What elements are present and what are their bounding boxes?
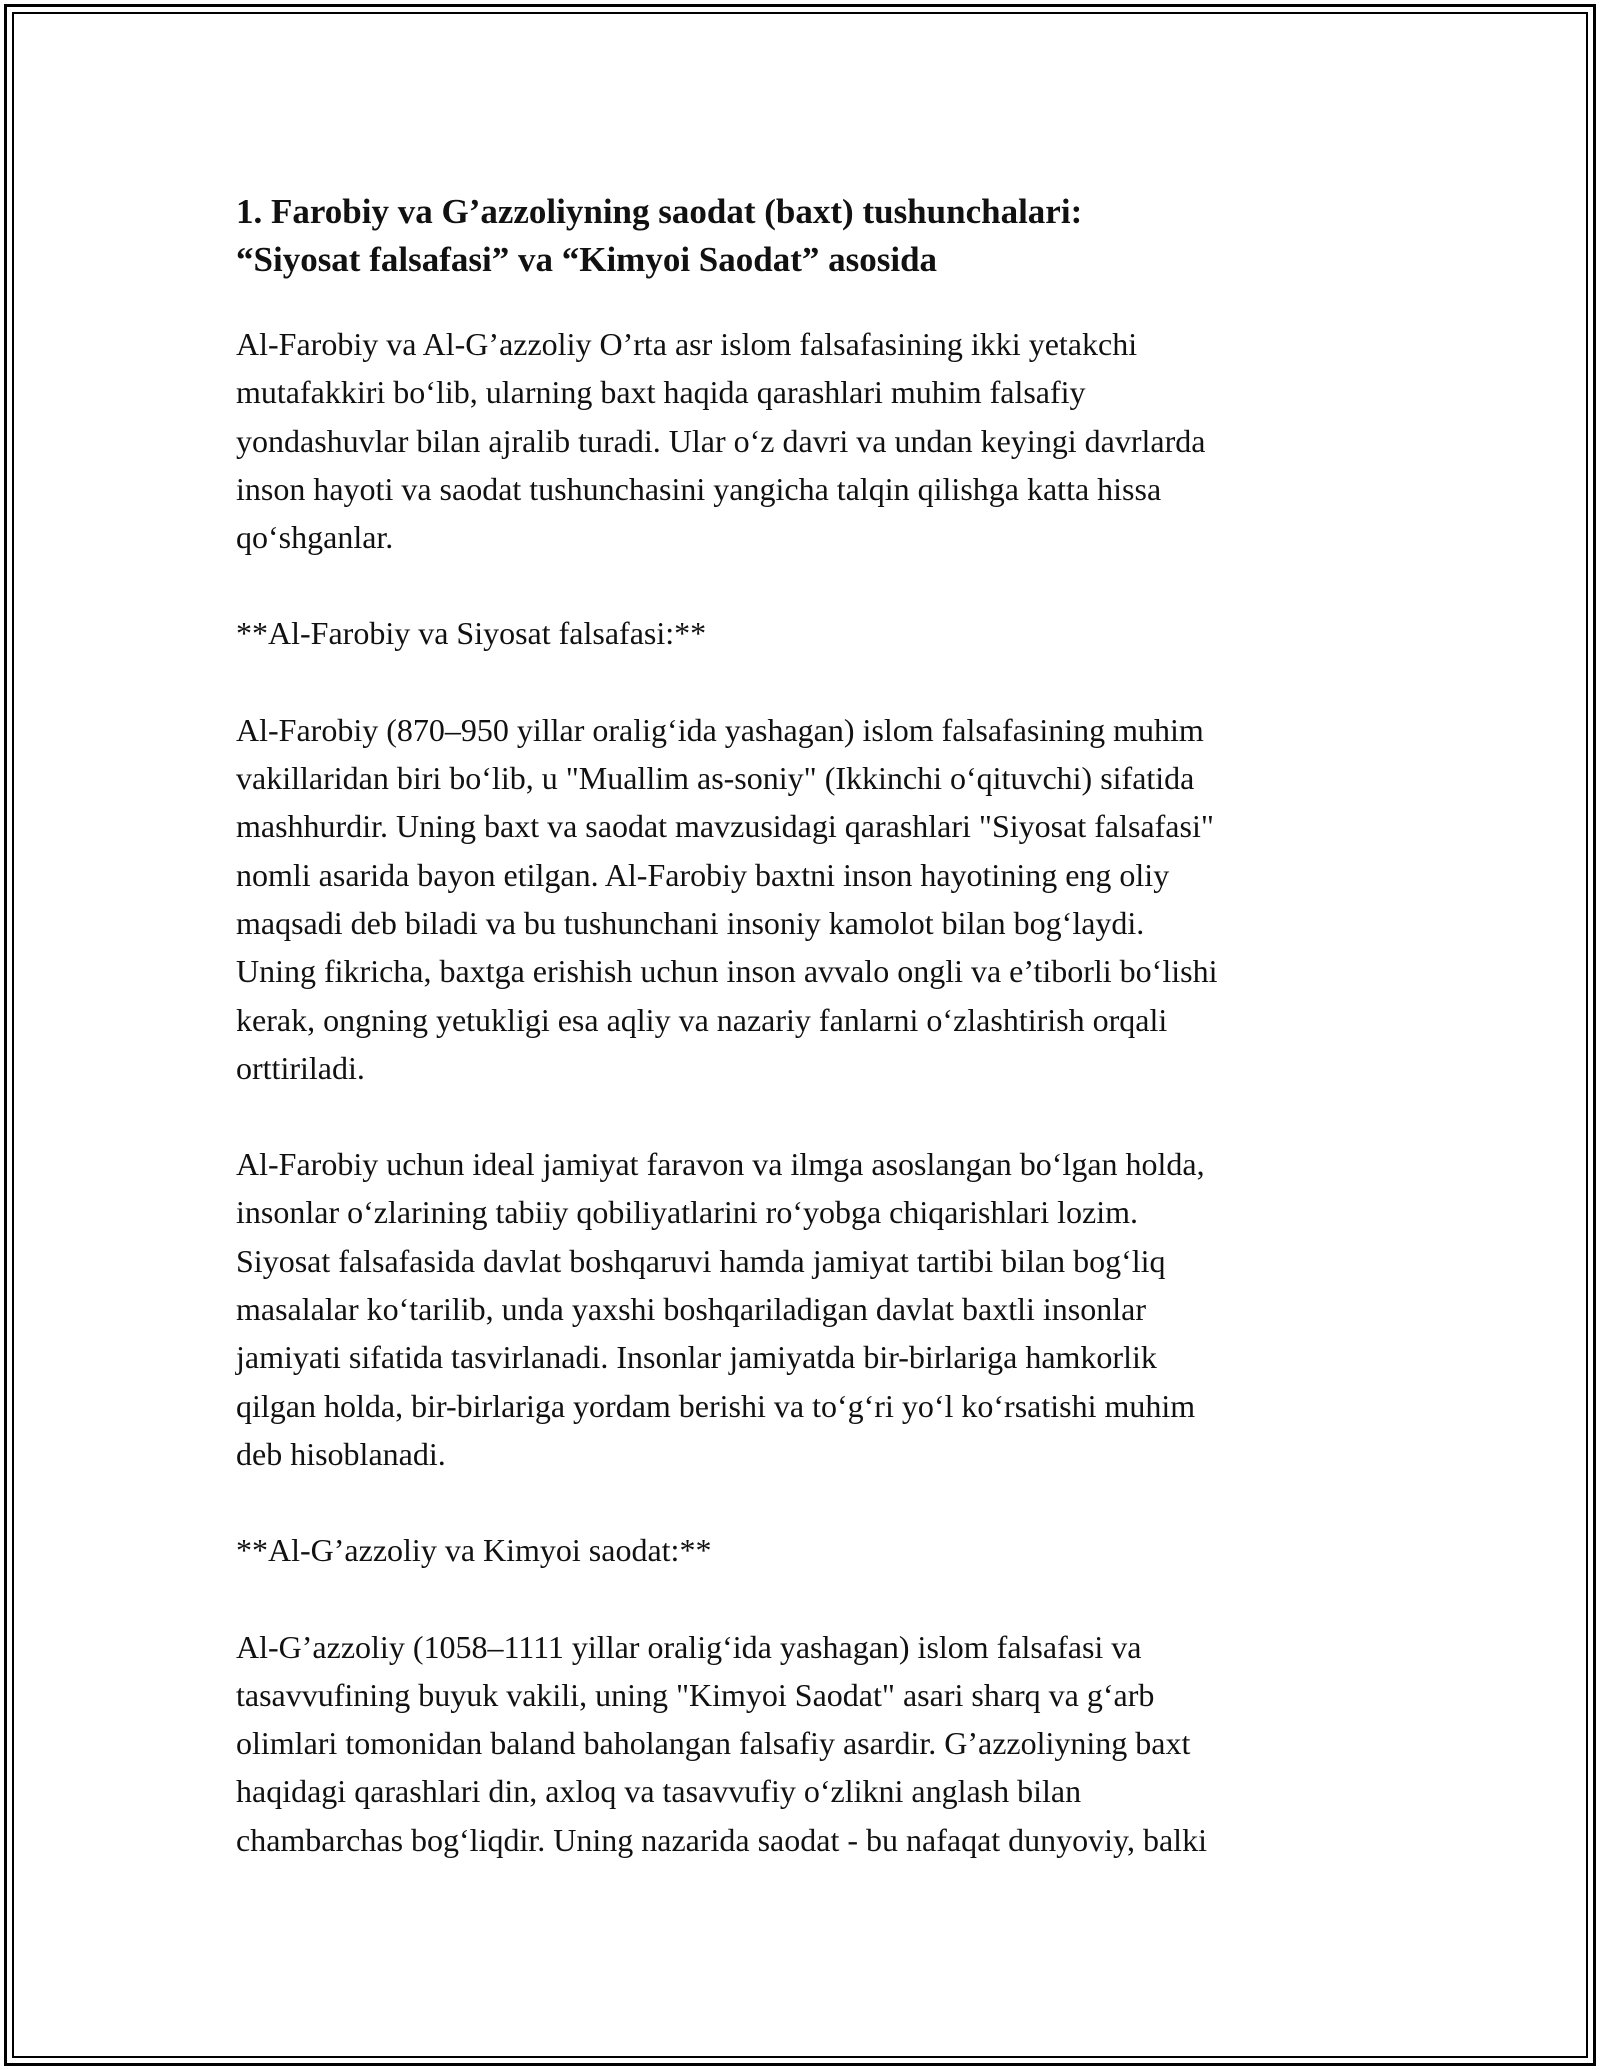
paragraph-line: maqsadi deb biladi va bu tushunchani insoniy kamolot bilan bog‘laydi. (236, 904, 1145, 941)
paragraph-line: mutafakkiri bo‘lib, ularning baxt haqida qarashlari muhim falsafiy (236, 374, 1086, 411)
paragraph-line: **Al-G’azzoliy va Kimyoi saodat:** (236, 1532, 712, 1569)
paragraph (236, 1140, 1368, 1478)
paragraph-line: deb hisoblanadi. (236, 1435, 446, 1472)
paragraph-line: tasavvufining buyuk vakili, uning "Kimyoi Saodat" asari sharq va g‘arb (236, 1676, 1155, 1713)
paragraph-line: qilgan holda, bir-birlariga yordam berishi va to‘g‘ri yo‘l ko‘rsatishi muhim (236, 1387, 1196, 1424)
paragraph-line: kerak, ongning yetukligi esa aqliy va nazariy fanlarni o‘zlashtirish orqali (236, 1001, 1168, 1038)
paragraph (236, 609, 1368, 657)
paragraph-line: **Al-Farobiy va Siyosat falsafasi:** (236, 615, 707, 652)
paragraph-line: haqidagi qarashlari din, axloq va tasavvufiy o‘zlikni anglash bilan (236, 1773, 1082, 1810)
paragraph-line: vakillaridan biri bo‘lib, u "Muallim as-soniy" (Ikkinchi o‘qituvchi) sifatida (236, 760, 1195, 797)
paragraph-line: chambarchas bog‘liqdir. Uning nazarida saodat - bu nafaqat dunyoviy, balki (236, 1821, 1207, 1858)
paragraph-line: Al-Farobiy va Al-G’azzoliy O’rta asr islom falsafasining ikki yetakchi (236, 326, 1138, 362)
paragraph-line: qo‘shganlar. (236, 519, 394, 556)
paragraph-line: Al-Farobiy uchun ideal jamiyat faravon va ilmga asoslangan bo‘lgan holda, (236, 1146, 1205, 1183)
paragraph-line: Uning fikricha, baxtga erishish uchun inson avvalo ongli va e’tiborli bo‘lishi (236, 953, 1218, 990)
paragraph-line: masalalar ko‘tarilib, unda yaxshi boshqariladigan davlat baxtli insonlar (236, 1291, 1146, 1328)
paragraph-line: inson hayoti va saodat tushunchasini yangicha talqin qilishga katta hissa (236, 470, 1162, 507)
paragraph-list (236, 320, 1368, 1864)
paragraph (236, 1623, 1368, 1864)
paragraph (236, 1526, 1368, 1574)
paragraph-line: yondashuvlar bilan ajralib turadi. Ular o‘z davri va undan keyingi davrlarda (236, 422, 1206, 459)
paragraph-line: olimlari tomonidan baland baholangan falsafiy asardir. G’azzoliyning baxt (236, 1725, 1191, 1762)
paragraph-line: nomli asarida bayon etilgan. Al-Farobiy baxtni inson hayotining eng oliy (236, 856, 1170, 893)
paragraph-line: orttiriladi. (236, 1049, 365, 1086)
paragraph-line: Al-G’azzoliy (1058–1111 yillar oralig‘ida yashagan) islom falsafasi va (236, 1628, 1142, 1665)
paragraph-line: insonlar o‘zlarining tabiiy qobiliyatlarini ro‘yobga chiqarishlari lozim. (236, 1194, 1138, 1231)
document-heading (236, 188, 1368, 284)
heading-line: “Siyosat falsafasi” va “Kimyoi Saodat” asosida (236, 240, 938, 279)
paragraph-line: jamiyati sifatida tasvirlanadi. Insonlar jamiyatda bir-birlariga hamkorlik (236, 1339, 1157, 1376)
paragraph (236, 320, 1368, 561)
paragraph (236, 706, 1368, 1092)
document-body (236, 188, 1368, 1912)
paragraph-line: mashhurdir. Uning baxt va saodat mavzusidagi qarashlari "Siyosat falsafasi" (236, 808, 1214, 845)
paragraph-line: Al-Farobiy (870–950 yillar oralig‘ida yashagan) islom falsafasining muhim (236, 711, 1204, 748)
paragraph-line: Siyosat falsafasida davlat boshqaruvi hamda jamiyat tartibi bilan bog‘liq (236, 1242, 1166, 1279)
heading-line: 1. Farobiy va G’azzoliyning saodat (baxt) tushunchalari: (236, 192, 1083, 231)
